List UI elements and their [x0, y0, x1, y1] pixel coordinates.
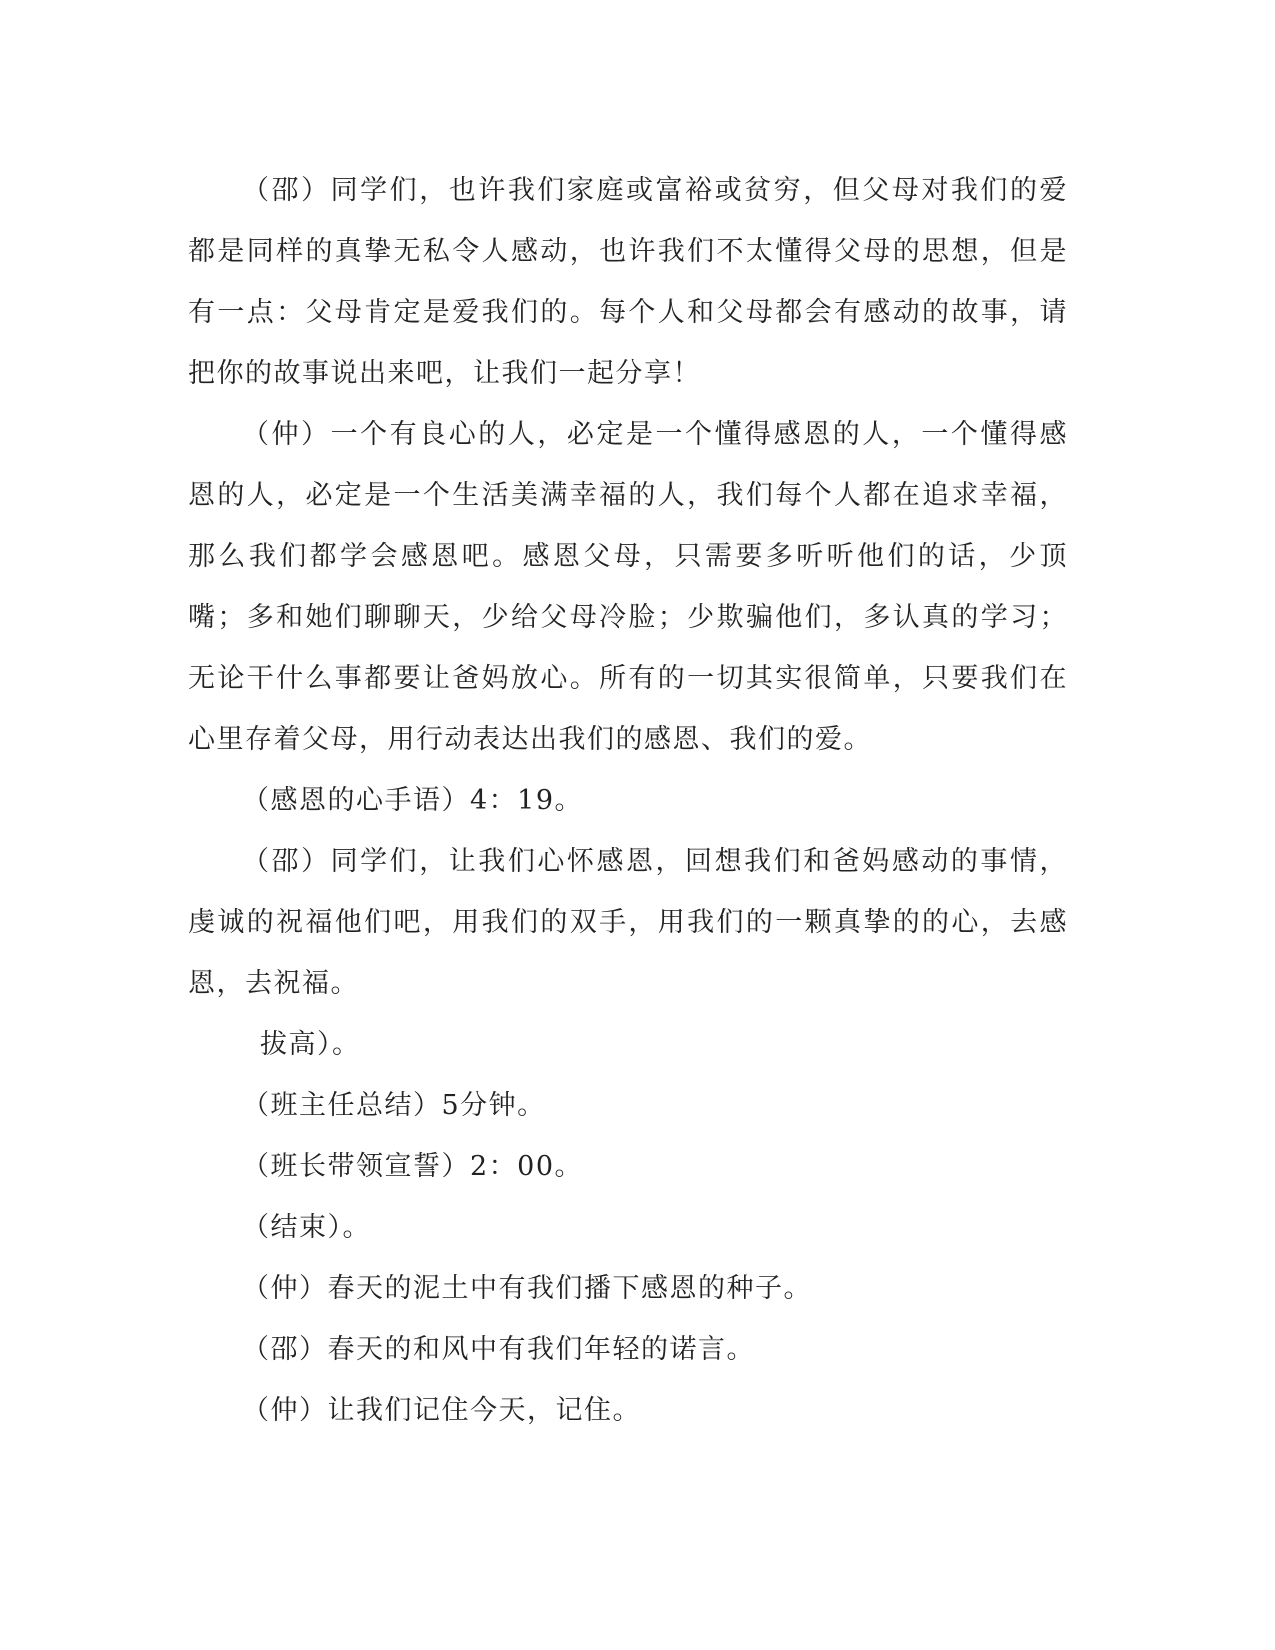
paragraph-gratitude: （仲）一个有良心的人，必定是一个懂得感恩的人，一个懂得感恩的人，必定是一个生活美满幸福的人，我们每个人都在追求幸福，那么我们都学会感恩吧。感恩父母，只需要多听听他们的话，少顶嘴；多和她们聊聊天，少给父母冷脸；少欺骗他们，多认真的学习；无论干什么事都要让爸妈放心。所有的一切其实很简单，只要我们在心里存着父母，用行动表达出我们的感恩、我们的爱。: [188, 419, 1068, 755]
paragraph-spring-breeze: （邵）春天的和风中有我们年轻的诺言。: [242, 1334, 755, 1365]
paragraph-end: （结束）。: [242, 1212, 371, 1243]
document-body: [188, 160, 1068, 1441]
paragraph-oath: （班长带领宣誓）2：00。: [242, 1151, 584, 1182]
paragraph-spring-soil: （仲）春天的泥土中有我们播下感恩的种子。: [242, 1273, 812, 1304]
paragraph-remember: （仲）让我们记住今天，记住。: [242, 1395, 641, 1426]
paragraph-elevate: 拔高）。: [260, 1029, 361, 1060]
paragraph-teacher-summary: （班主任总结）5分钟。: [242, 1090, 546, 1121]
paragraph-parents-love: （邵）同学们，也许我们家庭或富裕或贫穷，但父母对我们的爱都是同样的真挚无私令人感动，也许我们不太懂得父母的思想，但是有一点：父母肯定是爱我们的。每个人和父母都会有感动的故事，请把你的故事说出来吧，让我们一起分享！: [188, 175, 1068, 389]
paragraph-blessing: （邵）同学们，让我们心怀感恩，回想我们和爸妈感动的事情，虔诚的祝福他们吧，用我们的双手，用我们的一颗真挚的的心，去感恩，去祝福。: [188, 846, 1068, 999]
paragraph-sign-language: （感恩的心手语）4：19。: [242, 785, 584, 816]
